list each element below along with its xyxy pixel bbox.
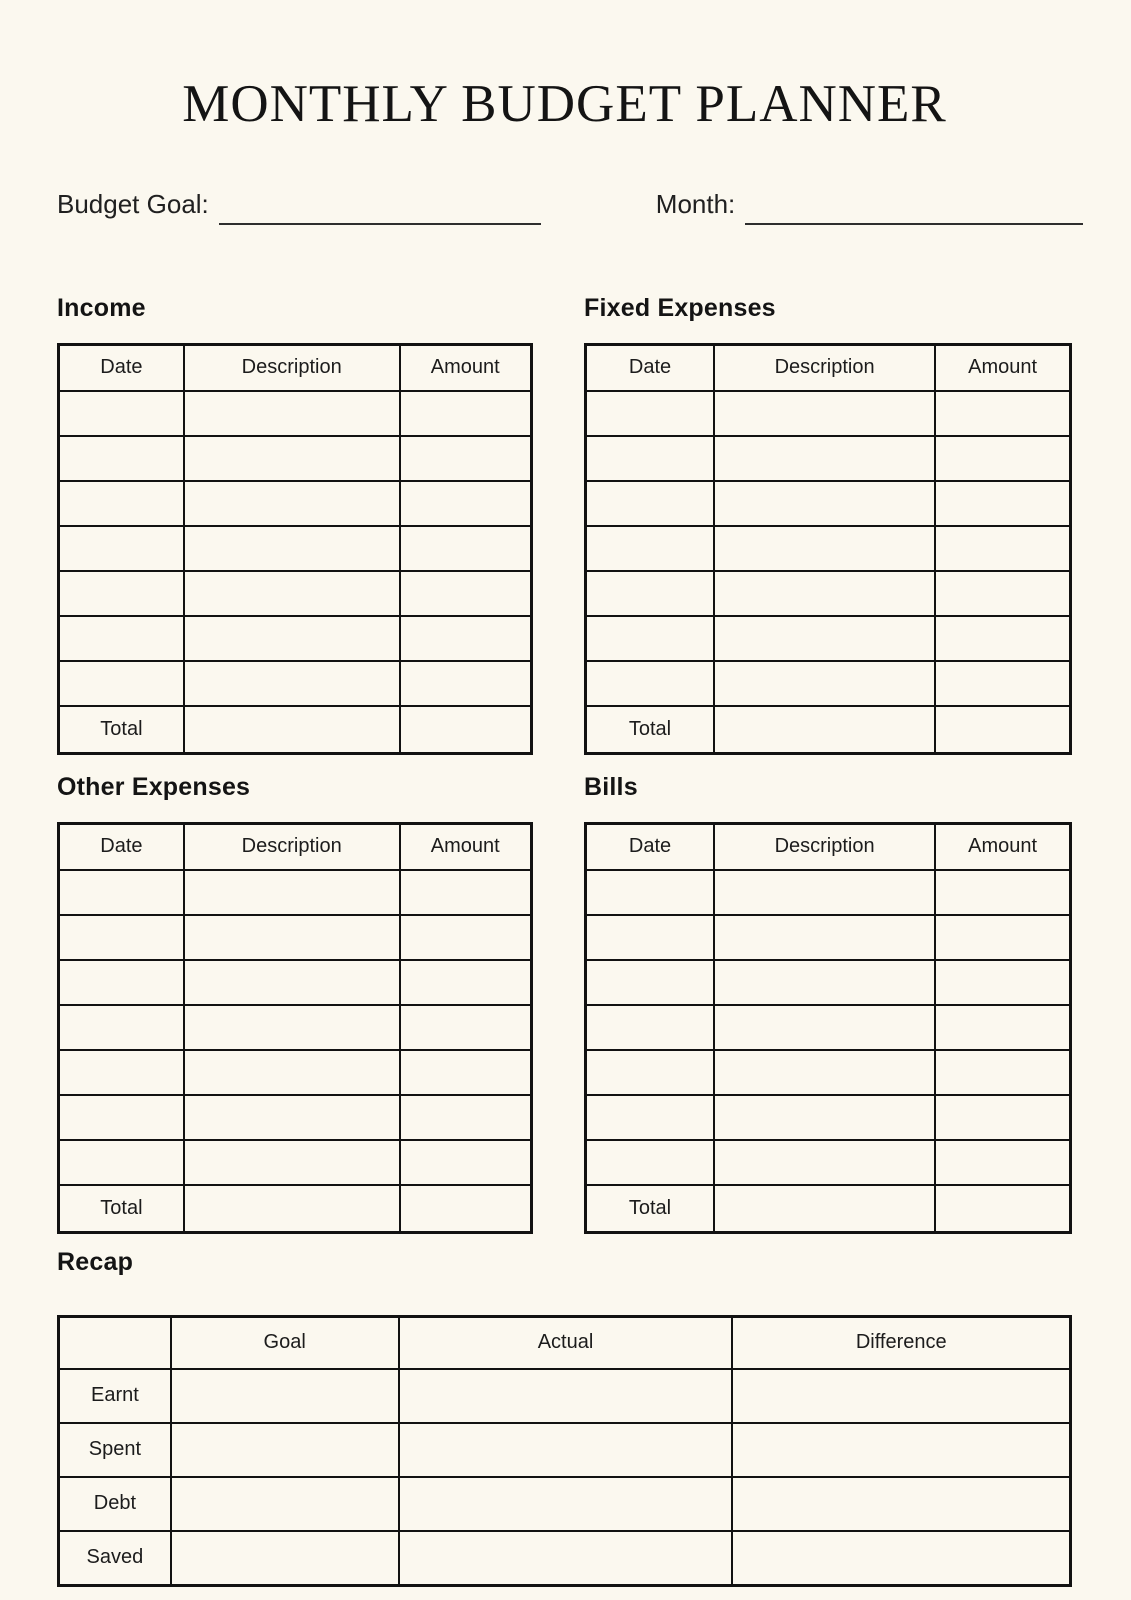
recap-col-difference: Difference	[732, 1316, 1070, 1369]
bills-description-cell[interactable]	[714, 1095, 935, 1140]
income-row	[59, 526, 532, 571]
bills-header-row	[586, 823, 1071, 870]
bills-row	[586, 915, 1071, 960]
other-expenses-table	[57, 822, 533, 1234]
bills-table	[584, 822, 1072, 1234]
other-expenses-amount-cell[interactable]	[400, 1050, 532, 1095]
other-expenses-amount-cell[interactable]	[400, 960, 532, 1005]
bills-date-cell[interactable]	[586, 870, 715, 915]
fixed-expenses-date-cell[interactable]	[586, 616, 715, 661]
bills-total-amount-cell[interactable]	[935, 1185, 1070, 1233]
income-amount-cell[interactable]	[400, 436, 532, 481]
fixed-expenses-total-amount-cell[interactable]	[935, 706, 1070, 754]
bills-amount-cell[interactable]	[935, 1050, 1070, 1095]
bills-description-cell[interactable]	[714, 1005, 935, 1050]
fixed-expenses-description-cell[interactable]	[714, 616, 935, 661]
fixed-expenses-col-description: Description	[714, 344, 935, 391]
section-fixed-expenses	[584, 294, 1072, 755]
budget-goal-input[interactable]	[219, 187, 541, 225]
bills-row	[586, 1095, 1071, 1140]
other-expenses-amount-cell[interactable]	[400, 870, 532, 915]
other-expenses-total-row	[59, 1185, 532, 1233]
fixed-expenses-amount-cell[interactable]	[935, 436, 1070, 481]
other-expenses-col-amount: Amount	[400, 823, 532, 870]
recap-label-earnt: Earnt	[59, 1369, 171, 1423]
recap-debt-actual-cell[interactable]	[399, 1477, 733, 1531]
fixed-expenses-row	[586, 526, 1071, 571]
income-row	[59, 436, 532, 481]
bills-date-cell[interactable]	[586, 1050, 715, 1095]
recap-col-actual: Actual	[399, 1316, 733, 1369]
income-title: Income	[57, 293, 146, 322]
income-date-cell[interactable]	[59, 436, 184, 481]
bills-amount-cell[interactable]	[935, 1095, 1070, 1140]
other-expenses-row	[59, 915, 532, 960]
fixed-expenses-total-label: Total	[586, 706, 715, 754]
income-row	[59, 391, 532, 436]
fixed-expenses-row	[586, 436, 1071, 481]
income-description-cell[interactable]	[184, 481, 400, 526]
other-expenses-description-cell[interactable]	[184, 915, 400, 960]
other-expenses-row	[59, 1050, 532, 1095]
income-description-cell[interactable]	[184, 526, 400, 571]
other-expenses-total-label: Total	[59, 1185, 184, 1233]
income-description-cell[interactable]	[184, 391, 400, 436]
recap-saved-actual-cell[interactable]	[399, 1531, 733, 1586]
fixed-expenses-amount-cell[interactable]	[935, 616, 1070, 661]
income-amount-cell[interactable]	[400, 661, 532, 706]
fixed-expenses-date-cell[interactable]	[586, 436, 715, 481]
income-row	[59, 661, 532, 706]
other-expenses-row	[59, 1005, 532, 1050]
recap-header-row	[59, 1316, 1071, 1369]
budget-goal-field	[57, 187, 541, 225]
other-expenses-description-cell[interactable]	[184, 1005, 400, 1050]
income-date-cell[interactable]	[59, 391, 184, 436]
bills-amount-cell[interactable]	[935, 960, 1070, 1005]
recap-spent-actual-cell[interactable]	[399, 1423, 733, 1477]
recap-row-debt	[59, 1477, 1071, 1531]
bills-date-cell[interactable]	[586, 1005, 715, 1050]
income-amount-cell[interactable]	[400, 391, 532, 436]
other-expenses-amount-cell[interactable]	[400, 915, 532, 960]
income-date-cell[interactable]	[59, 481, 184, 526]
income-amount-cell[interactable]	[400, 616, 532, 661]
recap-row-spent	[59, 1423, 1071, 1477]
bills-description-cell[interactable]	[714, 960, 935, 1005]
section-income	[57, 294, 533, 755]
other-expenses-date-cell[interactable]	[59, 960, 184, 1005]
fixed-expenses-row	[586, 661, 1071, 706]
bills-description-cell[interactable]	[714, 915, 935, 960]
other-expenses-description-cell[interactable]	[184, 870, 400, 915]
fixed-expenses-date-cell[interactable]	[586, 661, 715, 706]
other-expenses-row	[59, 870, 532, 915]
recap-earnt-difference-cell[interactable]	[732, 1369, 1070, 1423]
recap-table	[57, 1315, 1072, 1587]
fixed-expenses-description-cell[interactable]	[714, 436, 935, 481]
bills-total-row	[586, 1185, 1071, 1233]
fixed-expenses-total-row	[586, 706, 1071, 754]
income-amount-cell[interactable]	[400, 481, 532, 526]
income-description-cell[interactable]	[184, 571, 400, 616]
other-expenses-col-description: Description	[184, 823, 400, 870]
recap-earnt-goal-cell[interactable]	[171, 1369, 399, 1423]
tables-grid	[57, 294, 1072, 1234]
other-expenses-date-cell[interactable]	[59, 1095, 184, 1140]
bills-total-label: Total	[586, 1185, 715, 1233]
income-col-date: Date	[59, 344, 184, 391]
income-row	[59, 571, 532, 616]
section-other-expenses	[57, 773, 533, 1234]
income-table	[57, 343, 533, 755]
recap-saved-difference-cell[interactable]	[732, 1531, 1070, 1586]
fixed-expenses-total-description-cell[interactable]	[714, 706, 935, 754]
month-input[interactable]	[745, 187, 1083, 225]
bills-date-cell[interactable]	[586, 960, 715, 1005]
budget-goal-label: Budget Goal:	[57, 188, 209, 219]
fixed-expenses-description-cell[interactable]	[714, 526, 935, 571]
income-total-row	[59, 706, 532, 754]
fixed-expenses-row	[586, 481, 1071, 526]
bills-description-cell[interactable]	[714, 1050, 935, 1095]
fixed-expenses-row	[586, 571, 1071, 616]
income-date-cell[interactable]	[59, 616, 184, 661]
other-expenses-header-row	[59, 823, 532, 870]
fixed-expenses-description-cell[interactable]	[714, 571, 935, 616]
bills-title: Bills	[584, 772, 638, 801]
bills-row	[586, 1050, 1071, 1095]
bills-row	[586, 1005, 1071, 1050]
recap-label-spent: Spent	[59, 1423, 171, 1477]
recap-corner-cell	[59, 1316, 171, 1369]
bills-row	[586, 1140, 1071, 1185]
other-expenses-amount-cell[interactable]	[400, 1140, 532, 1185]
month-label: Month:	[655, 188, 736, 219]
recap-label-debt: Debt	[59, 1477, 171, 1531]
fixed-expenses-date-cell[interactable]	[586, 571, 715, 616]
fixed-expenses-date-cell[interactable]	[586, 391, 715, 436]
fixed-expenses-date-cell[interactable]	[586, 481, 715, 526]
other-expenses-date-cell[interactable]	[59, 870, 184, 915]
recap-title: Recap	[57, 1247, 134, 1276]
recap-row-saved	[59, 1531, 1071, 1586]
income-description-cell[interactable]	[184, 616, 400, 661]
recap-saved-goal-cell[interactable]	[171, 1531, 399, 1586]
income-description-cell[interactable]	[184, 661, 400, 706]
income-total-amount-cell[interactable]	[400, 706, 532, 754]
fixed-expenses-description-cell[interactable]	[714, 481, 935, 526]
recap-debt-difference-cell[interactable]	[732, 1477, 1070, 1531]
fixed-expenses-row	[586, 391, 1071, 436]
fixed-expenses-description-cell[interactable]	[714, 391, 935, 436]
bills-amount-cell[interactable]	[935, 1005, 1070, 1050]
section-bills	[584, 773, 1072, 1234]
income-amount-cell[interactable]	[400, 571, 532, 616]
fixed-expenses-header-row	[586, 344, 1071, 391]
other-expenses-col-date: Date	[59, 823, 184, 870]
income-row	[59, 481, 532, 526]
fixed-expenses-amount-cell[interactable]	[935, 526, 1070, 571]
bills-row	[586, 870, 1071, 915]
income-date-cell[interactable]	[59, 571, 184, 616]
fixed-expenses-table	[584, 343, 1072, 755]
other-expenses-title: Other Expenses	[57, 772, 251, 801]
income-amount-cell[interactable]	[400, 526, 532, 571]
page-title: MONTHLY BUDGET PLANNER	[182, 75, 947, 133]
other-expenses-row	[59, 1140, 532, 1185]
income-description-cell[interactable]	[184, 436, 400, 481]
recap-spent-goal-cell[interactable]	[171, 1423, 399, 1477]
bills-description-cell[interactable]	[714, 1140, 935, 1185]
fixed-expenses-row	[586, 616, 1071, 661]
bills-date-cell[interactable]	[586, 1095, 715, 1140]
recap-label-saved: Saved	[59, 1531, 171, 1586]
other-expenses-description-cell[interactable]	[184, 1095, 400, 1140]
bills-amount-cell[interactable]	[935, 915, 1070, 960]
fixed-expenses-col-amount: Amount	[935, 344, 1070, 391]
fixed-expenses-amount-cell[interactable]	[935, 481, 1070, 526]
bills-description-cell[interactable]	[714, 870, 935, 915]
bills-col-description: Description	[714, 823, 935, 870]
income-date-cell[interactable]	[59, 526, 184, 571]
other-expenses-amount-cell[interactable]	[400, 1095, 532, 1140]
recap-earnt-actual-cell[interactable]	[399, 1369, 733, 1423]
other-expenses-row	[59, 960, 532, 1005]
income-date-cell[interactable]	[59, 661, 184, 706]
other-expenses-total-description-cell[interactable]	[184, 1185, 400, 1233]
fixed-expenses-title: Fixed Expenses	[584, 293, 776, 322]
section-recap	[57, 1248, 1072, 1587]
recap-col-goal: Goal	[171, 1316, 399, 1369]
income-total-label: Total	[59, 706, 184, 754]
fixed-expenses-col-date: Date	[586, 344, 715, 391]
bills-amount-cell[interactable]	[935, 1140, 1070, 1185]
other-expenses-description-cell[interactable]	[184, 1140, 400, 1185]
other-expenses-description-cell[interactable]	[184, 960, 400, 1005]
fixed-expenses-description-cell[interactable]	[714, 661, 935, 706]
other-expenses-date-cell[interactable]	[59, 915, 184, 960]
bills-date-cell[interactable]	[586, 915, 715, 960]
bills-col-amount: Amount	[935, 823, 1070, 870]
bills-col-date: Date	[586, 823, 715, 870]
fixed-expenses-amount-cell[interactable]	[935, 391, 1070, 436]
other-expenses-row	[59, 1095, 532, 1140]
income-row	[59, 616, 532, 661]
recap-spent-difference-cell[interactable]	[732, 1423, 1070, 1477]
fixed-expenses-date-cell[interactable]	[586, 526, 715, 571]
other-expenses-total-amount-cell[interactable]	[400, 1185, 532, 1233]
recap-debt-goal-cell[interactable]	[171, 1477, 399, 1531]
bills-row	[586, 960, 1071, 1005]
other-expenses-amount-cell[interactable]	[400, 1005, 532, 1050]
other-expenses-description-cell[interactable]	[184, 1050, 400, 1095]
other-expenses-date-cell[interactable]	[59, 1140, 184, 1185]
income-col-description: Description	[184, 344, 400, 391]
bills-amount-cell[interactable]	[935, 870, 1070, 915]
month-field	[656, 187, 1084, 225]
income-header-row	[59, 344, 532, 391]
bills-date-cell[interactable]	[586, 1140, 715, 1185]
income-total-description-cell[interactable]	[184, 706, 400, 754]
other-expenses-date-cell[interactable]	[59, 1050, 184, 1095]
bills-total-description-cell[interactable]	[714, 1185, 935, 1233]
fixed-expenses-amount-cell[interactable]	[935, 661, 1070, 706]
recap-row-earnt	[59, 1369, 1071, 1423]
top-fields	[57, 187, 1072, 225]
income-col-amount: Amount	[400, 344, 532, 391]
other-expenses-date-cell[interactable]	[59, 1005, 184, 1050]
fixed-expenses-amount-cell[interactable]	[935, 571, 1070, 616]
